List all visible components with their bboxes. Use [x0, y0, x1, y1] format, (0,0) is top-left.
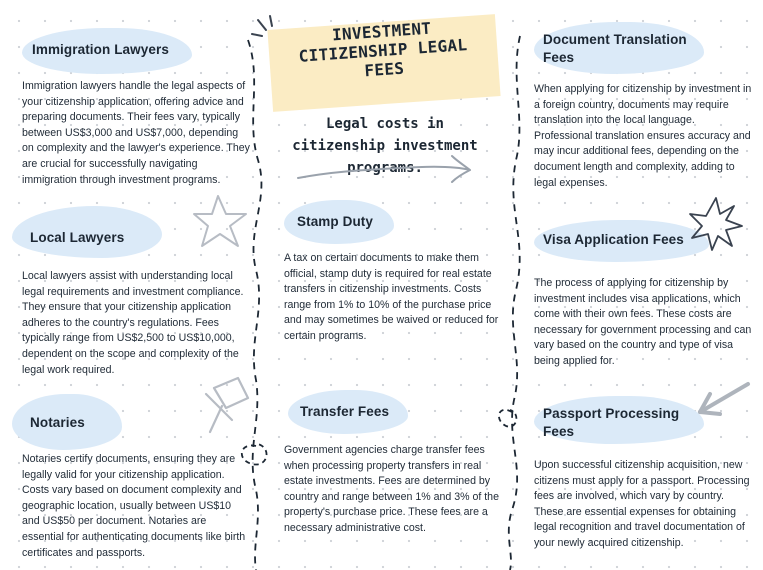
- burst-icon: [690, 198, 742, 250]
- heading-visa-application: Visa Application Fees: [543, 232, 684, 247]
- text-local-lawyers: Local lawyers assist with understanding local legal requirements and investment compliance. They ensure that your citizenship application adheres to the country's regulations. Fees typically range from US$2,500 to US$10,000, dependent on the scope and complexity of the legal work required.: [22, 270, 244, 376]
- text-passport-processing: Upon successful citizenship acquisition, new citizens must apply for a passport. Processing fees are involved, which vary by country. These are essential expenses for obtaining legal recognition and travel documentation of your newly acquired citizenship.: [534, 459, 750, 549]
- heading-passport-processing: Passport Processing Fees: [543, 406, 680, 439]
- text-transfer-fees: Government agencies charge transfer fees when processing property transfers in real estate investments. Fees are determined by country and range between 1% and 3% of the property's purchase price. These fees are a necessary administrative cost.: [284, 444, 499, 534]
- star-icon: [194, 196, 246, 246]
- text-notaries: Notaries certify documents, ensuring they are legally valid for your citizenship application. Costs vary based on document complexity and geographic location, usually between US$10 and US$50 per document. Notaries are essential for authenticating documents like birth certificates and passports.: [22, 453, 246, 559]
- heading-stamp-duty: Stamp Duty: [297, 214, 374, 229]
- heading-transfer-fees: Transfer Fees: [300, 404, 390, 419]
- text-document-translation: When applying for citizenship by investment in a foreign country, documents may require translation into the local language. Professional translation ensures accuracy and may incur additional fees, depending on the document length and complexity, adding to legal expenses.: [534, 83, 752, 189]
- pushpin-icon: [206, 378, 248, 432]
- heading-notaries: Notaries: [30, 415, 85, 430]
- heading-immigration-lawyers: Immigration Lawyers: [32, 42, 169, 57]
- sparkle-icon: [252, 16, 272, 36]
- dashed-loop-right: [499, 410, 517, 427]
- page-subtitle: Legal costs in citizenship investment programs.: [292, 116, 478, 176]
- text-stamp-duty: A tax on certain documents to make them official, stamp duty is required for real estate transfers in citizenship investments. Costs range from 1% to 10% of the purchase price and may sometimes be waived or reduced for certain programs.: [284, 252, 499, 342]
- heading-document-translation: Document Translation Fees: [543, 32, 687, 65]
- text-visa-application: The process of applying for citizenship by investment includes visa applications, which come with their own fees. These costs are necessary for government processing and can vary based on the country and type of visa being applied for.: [534, 277, 752, 367]
- heading-local-lawyers: Local Lawyers: [30, 230, 125, 245]
- page-title: INVESTMENT CITIZENSHIP LEGAL FEES: [298, 18, 468, 81]
- text-immigration-lawyers: Immigration lawyers handle the legal aspects of your citizenship application, offering advice and preparing documents. Their fees vary, typically between US$3,000 and US$7,000, depending on complexity and the lawyer's experience. They are crucial for successfully navigating immigration through investment programs.: [22, 80, 250, 186]
- squiggle-underline: [298, 156, 470, 182]
- dashed-divider-right: [509, 36, 520, 570]
